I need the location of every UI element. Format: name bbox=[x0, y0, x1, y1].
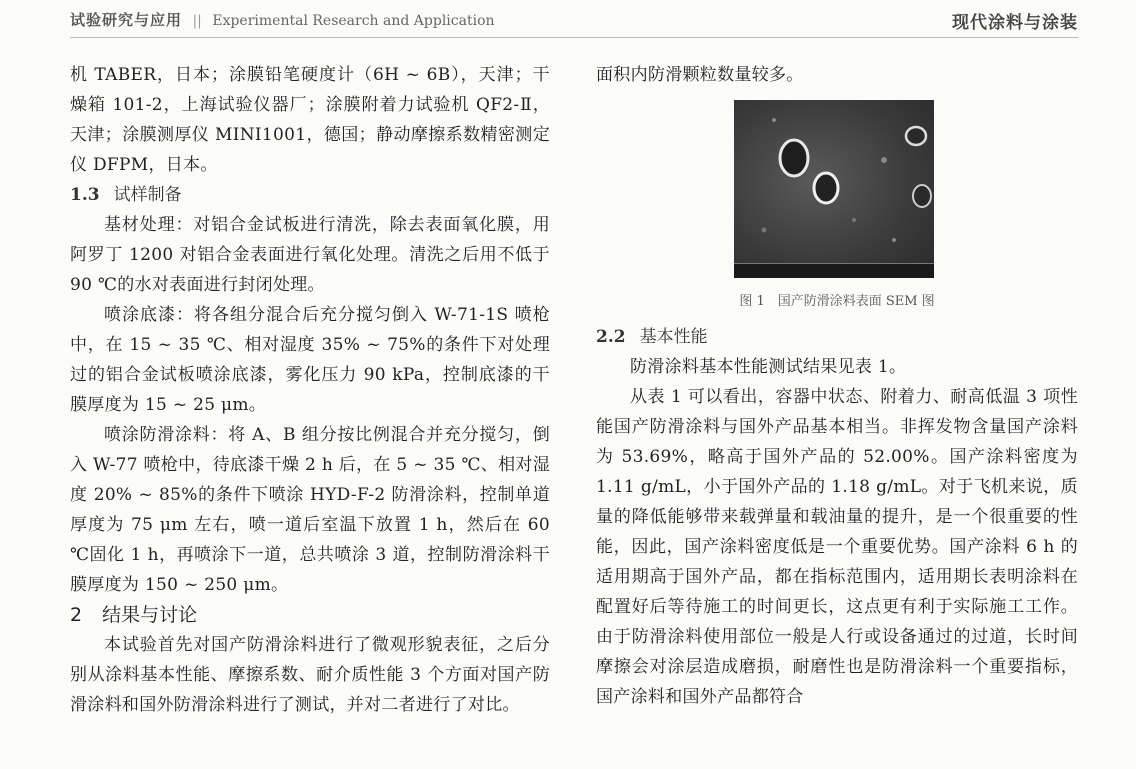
section-heading-2 bbox=[70, 600, 550, 630]
right-column bbox=[596, 60, 1078, 712]
paragraph-results-intro: 本试验首先对国产防滑涂料进行了微观形貌表征，之后分别从涂料基本性能、摩擦系数、耐介质性能 3 个方面对国产防滑涂料和国外防滑涂料进行了测试，并对二者进行了对比。 bbox=[70, 635, 550, 715]
paragraph-continued: 面积内防滑颗粒数量较多。 bbox=[596, 65, 804, 85]
particle bbox=[780, 140, 808, 176]
paragraph-primer: 喷涂底漆：将各组分混合后充分搅匀倒入 W-71-1S 喷枪中，在 15 ~ 35 ℃、相对湿度 35% ~ 75%的条件下对处理过的铝合金试板喷涂底漆，雾化压力 90 kPa，控制底漆的干膜厚度为 15 ~ 25 μm。 bbox=[70, 305, 550, 415]
section-number: 2.2 bbox=[596, 327, 626, 347]
paragraph-comparison: 从表 1 可以看出，容器中状态、附着力、耐高低温 3 项性能国产防滑涂料与国外产品基本相当。非挥发物含量国产涂料为 53.69%，略高于国外产品的 52.00%。国产涂料密度为 1.11 g/mL，小于国外产品的 1.18 g/mL。对于飞机来说，质量的降低能够带来载弹量和载油量的提升，是一个很重要的性能，因此，国产涂料密度低是一个重要优势。国产涂料 6 h 的适用期高于国外产品，都在指标范围内，适用期长表明涂料在配置好后等待施工的时间更长，这点更有利于实际施工工作。由于防滑涂料使用部位一般是人行或设备通过的过道，长时间摩擦会对涂层造成磨损，耐磨性也是防滑涂料一个重要指标，国产涂料和国外产品都符合 bbox=[596, 387, 1078, 707]
section-number: 2 bbox=[70, 604, 83, 626]
paragraph-table-ref: 防滑涂料基本性能测试结果见表 1。 bbox=[630, 357, 907, 377]
section-subtitle: Experimental Research and Application bbox=[212, 13, 495, 29]
section-title: 试样制备 bbox=[113, 185, 182, 205]
speck bbox=[892, 238, 896, 242]
sem-info-bar bbox=[734, 263, 934, 278]
speck bbox=[852, 218, 856, 222]
speck bbox=[772, 118, 776, 122]
section-title: 基本性能 bbox=[639, 327, 708, 347]
speck bbox=[762, 228, 767, 233]
header-rule bbox=[70, 37, 1078, 38]
running-header-left bbox=[70, 9, 495, 30]
paragraph-substrate: 基材处理：对铝合金试板进行清洗，除去表面氧化膜，用阿罗丁 1200 对铝合金表面进行氧化处理。清洗之后用不低于 90 ℃的水对表面进行封闭处理。 bbox=[70, 215, 550, 295]
section-heading-1-3 bbox=[70, 180, 550, 210]
section-heading-2-2 bbox=[596, 322, 1078, 352]
paragraph-antislip: 喷涂防滑涂料：将 A、B 组分按比例混合并充分搅匀，倒入 W-77 喷枪中，待底漆干燥 2 h 后，在 5 ~ 35 ℃、相对湿度 20% ~ 85%的条件下喷涂 HYD-F-2 防滑涂料，控制单道厚度为 75 μm 左右，喷一道后室温下放置 1 h，然后在 60 ℃固化 1 h，再喷涂下一道，总共喷涂 3 道，控制防滑涂料干膜厚度为 150 ~ 250 μm。 bbox=[70, 425, 550, 595]
section-title: 结果与讨论 bbox=[102, 604, 198, 626]
left-column bbox=[70, 60, 550, 720]
figure-caption: 图 1 国产防滑涂料表面 SEM 图 bbox=[739, 294, 935, 309]
header-separator: || bbox=[192, 13, 202, 29]
paragraph-instruments: 机 TABER，日本；涂膜铅笔硬度计（6H ~ 6B），天津；干燥箱 101-2，上海试验仪器厂；涂膜附着力试验机 QF2-Ⅱ，天津；涂膜测厚仪 MINI1001，德国；静动摩擦系数精密测定仪 DFPM，日本。 bbox=[70, 65, 550, 175]
particle bbox=[814, 173, 838, 203]
sem-image bbox=[734, 100, 934, 278]
particle bbox=[913, 185, 931, 207]
journal-title: 现代涂料与涂装 bbox=[952, 13, 1078, 33]
particle bbox=[906, 127, 926, 145]
sem-particles bbox=[734, 100, 934, 278]
speck bbox=[881, 157, 887, 163]
section-brand: 试验研究与应用 bbox=[70, 11, 183, 29]
section-number: 1.3 bbox=[70, 185, 100, 205]
